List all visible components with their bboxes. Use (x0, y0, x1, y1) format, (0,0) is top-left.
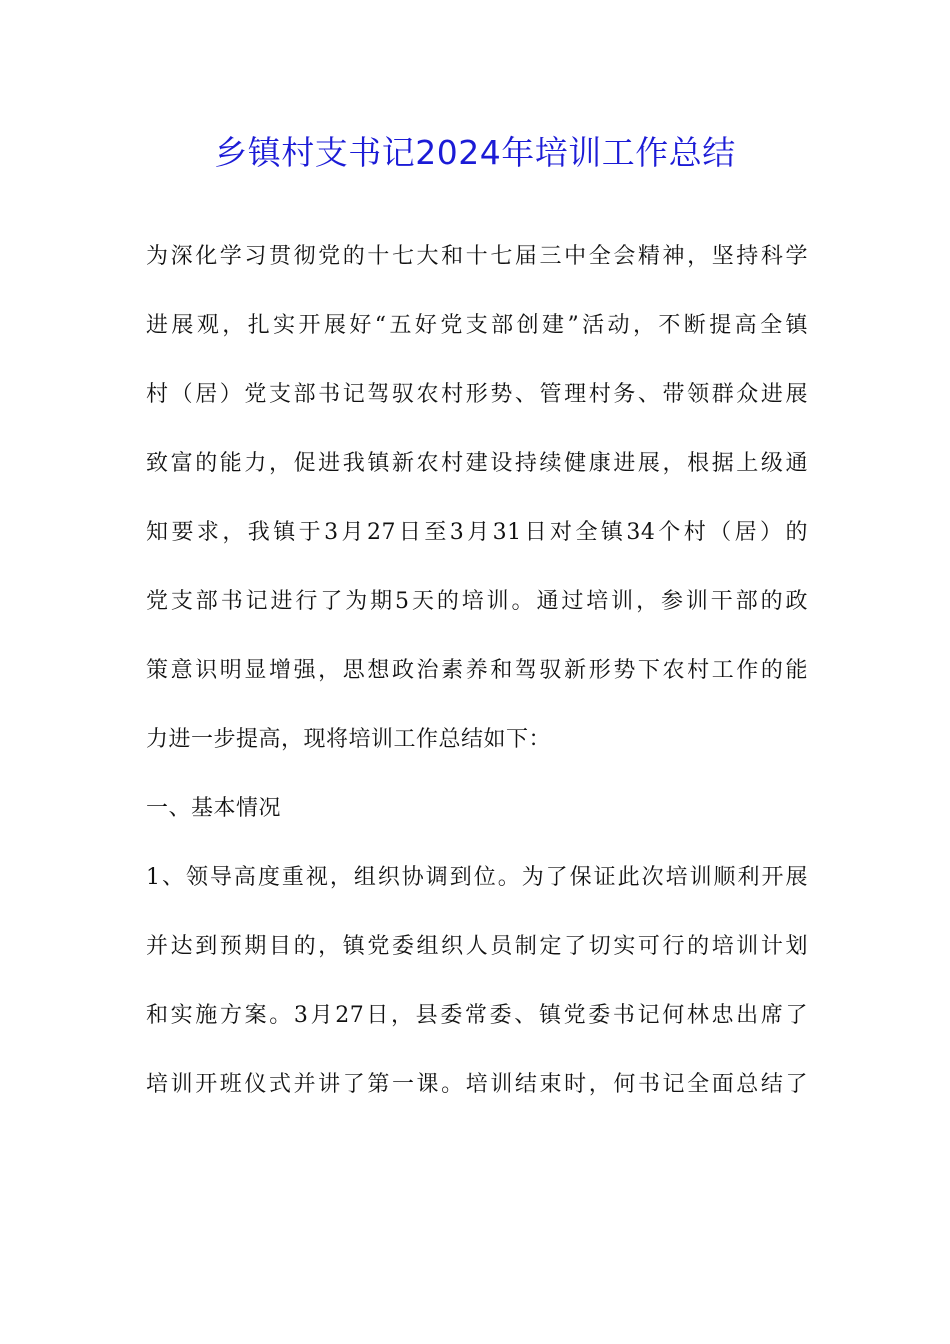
paragraph-line: 并达到预期目的，镇党委组织人员制定了切实可行的培训计划 (146, 934, 808, 959)
paragraph-line: 1、领导高度重视，组织协调到位。为了保证此次培训顺利开展 (146, 865, 808, 890)
paragraph-line: 致富的能力，促进我镇新农村建设持续健康进展，根据上级通 (146, 451, 808, 476)
paragraph-line: 知要求，我镇于3月27日至3月31日对全镇34个村（居）的 (146, 520, 808, 545)
paragraph-line: 为深化学习贯彻党的十七大和十七届三中全会精神，坚持科学 (146, 244, 808, 269)
paragraph-line: 力进一步提高，现将培训工作总结如下： (146, 727, 552, 752)
paragraph-line: 进展观，扎实开展好“五好党支部创建”活动，不断提高全镇 (146, 313, 808, 338)
paragraph-line: 培训开班仪式并讲了第一课。培训结束时，何书记全面总结了 (146, 1072, 808, 1097)
document-title: 乡镇村支书记2024年培训工作总结 (214, 133, 736, 172)
paragraph-line: 和实施方案。3月27日，县委常委、镇党委书记何林忠出席了 (146, 1003, 808, 1028)
section-heading: 一、基本情况 (146, 796, 282, 821)
paragraph-line: 村（居）党支部书记驾驭农村形势、管理村务、带领群众进展 (146, 382, 808, 407)
document-body (146, 240, 808, 1137)
paragraph-line: 策意识明显增强，思想政治素养和驾驭新形势下农村工作的能 (146, 658, 808, 683)
paragraph-line: 党支部书记进行了为期5天的培训。通过培训，参训干部的政 (146, 589, 808, 614)
